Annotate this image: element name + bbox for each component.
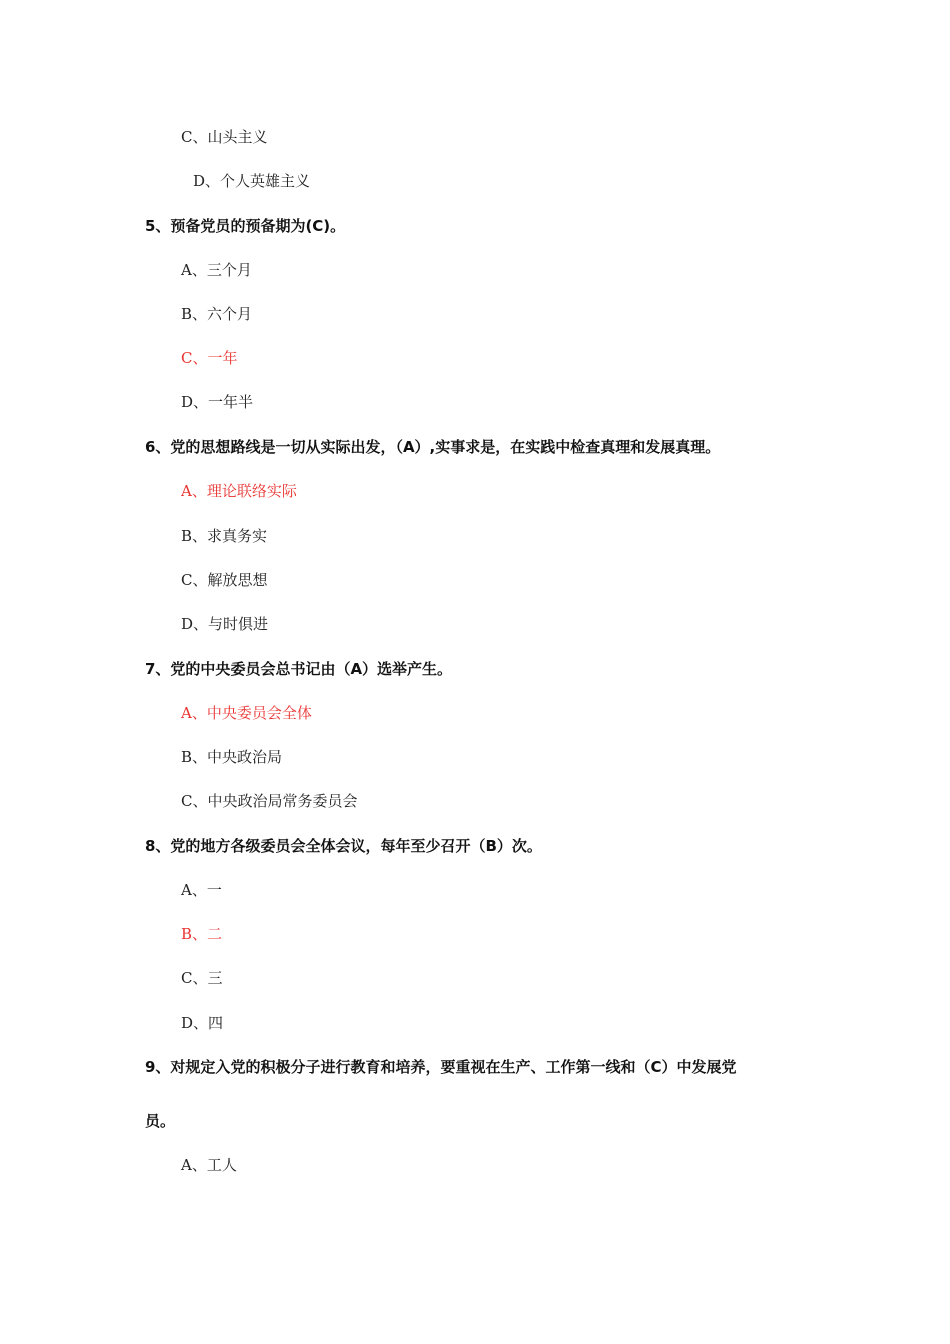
question-line: 8、党的地方各级委员会全体会议，每年至少召开（B）次。 [145,837,542,855]
option-line: C、解放思想 [181,571,268,589]
option-line: B、求真务实 [181,527,268,545]
correct-option-line: A、理论联络实际 [181,482,297,500]
question-line: 9、对规定入党的积极分子进行教育和培养，要重视在生产、工作第一线和（C）中发展党 [145,1058,737,1076]
option-line: B、六个月 [181,305,253,323]
option-line: D、四 [181,1014,224,1032]
correct-option-line: C、一年 [181,349,238,367]
option-line: A、一 [181,881,222,899]
option-line: B、中央政治局 [181,748,283,766]
option-line: D、与时俱进 [181,615,269,633]
option-line: A、三个月 [181,261,252,279]
option-line: C、中央政治局常务委员会 [181,792,358,810]
option-line: C、山头主义 [181,128,268,146]
question-line: 6、党的思想路线是一切从实际出发，（A）,实事求是，在实践中检查真理和发展真理。 [145,438,721,456]
question-line: 7、党的中央委员会总书记由（A）选举产生。 [145,660,453,678]
option-line: D、一年半 [181,393,254,411]
option-line: C、三 [181,969,223,987]
option-line: A、工人 [181,1156,237,1174]
question-continuation-line: 员。 [145,1112,176,1130]
correct-option-line: B、二 [181,925,223,943]
correct-option-line: A、中央委员会全体 [181,704,312,722]
question-line: 5、预备党员的预备期为(C)。 [145,217,346,235]
option-line: D、个人英雄主义 [193,172,311,190]
